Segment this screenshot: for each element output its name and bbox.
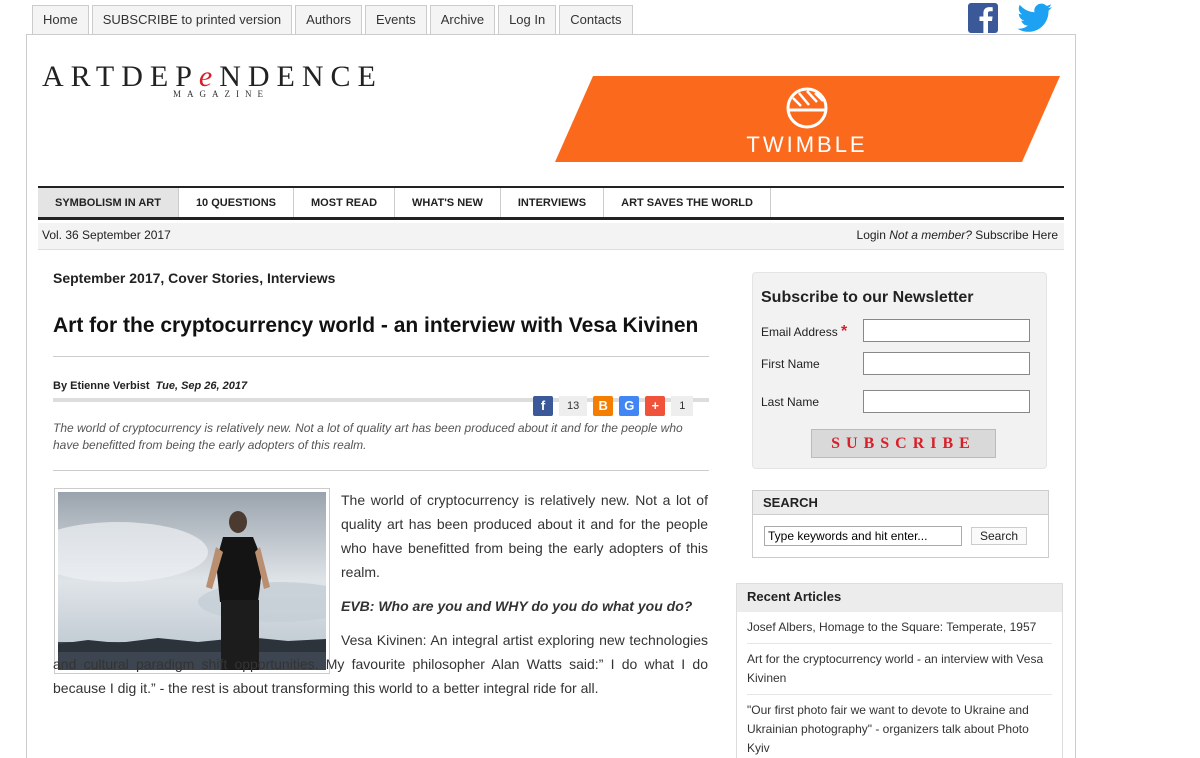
author[interactable]: By Etienne Verbist bbox=[53, 380, 150, 392]
tab-authors[interactable]: Authors bbox=[295, 5, 362, 35]
facebook-share-count: 13 bbox=[559, 396, 587, 416]
search-button[interactable]: Search bbox=[971, 527, 1027, 545]
newsletter-title: Subscribe to our Newsletter bbox=[761, 289, 974, 306]
required-marker: * bbox=[841, 323, 848, 340]
divider bbox=[53, 470, 709, 471]
subscribe-button[interactable]: SUBSCRIBE bbox=[811, 429, 996, 458]
body-paragraph-2: Vesa Kivinen: An integral artist exploring new technologies and cultural paradigm shift opportunities. My favourite philosopher Alan Watts said:” I do what I do because I dig it.” - the rest is about transforming this world to a better integral ride for all. bbox=[53, 632, 708, 696]
share-plus-icon[interactable]: + bbox=[645, 396, 665, 416]
tab-contacts[interactable]: Contacts bbox=[559, 5, 632, 35]
tab-events[interactable]: Events bbox=[365, 5, 427, 35]
divider bbox=[53, 356, 709, 357]
first-name-field[interactable] bbox=[863, 352, 1030, 375]
search-input[interactable] bbox=[764, 526, 962, 546]
last-name-label: Last Name bbox=[761, 395, 820, 409]
article-body bbox=[53, 488, 708, 710]
nav-art-saves-the-world[interactable]: ART SAVES THE WORLD bbox=[604, 188, 771, 217]
interview-question: EVB: Who are you and WHY do you do what you do? bbox=[341, 598, 693, 614]
tab-subscribe-printed[interactable]: SUBSCRIBE to printed version bbox=[92, 5, 292, 35]
article-categories[interactable]: September 2017, Cover Stories, Interviews bbox=[53, 270, 336, 286]
share-facebook-icon[interactable]: f bbox=[533, 396, 553, 416]
logo-subtitle: MAGAZINE bbox=[173, 89, 269, 99]
article-byline bbox=[53, 380, 247, 392]
article-title: Art for the cryptocurrency world - an interview with Vesa Kivinen bbox=[53, 314, 699, 337]
login-link[interactable]: Login bbox=[856, 228, 886, 242]
recent-articles bbox=[736, 583, 1063, 758]
body-paragraph-1: The world of cryptocurrency is relatively new. Not a lot of quality art has been produced about it and for the people who have benefitted from being the early adopters of this realm. bbox=[341, 492, 708, 580]
not-member-text: Not a member? bbox=[889, 228, 972, 242]
search-widget bbox=[752, 490, 1049, 558]
email-label: Email Address * bbox=[761, 323, 848, 340]
newsletter-box bbox=[752, 272, 1047, 469]
article-excerpt: The world of cryptocurrency is relatively new. Not a lot of quality art has been produced about it and for the people who have benefitted from being the early adopters of this realm. bbox=[53, 421, 683, 452]
publish-date: Tue, Sep 26, 2017 bbox=[155, 380, 248, 392]
nav-whats-new[interactable]: WHAT'S NEW bbox=[395, 188, 501, 217]
email-field[interactable] bbox=[863, 319, 1030, 342]
issue-bar bbox=[38, 223, 1064, 250]
tab-archive[interactable]: Archive bbox=[430, 5, 495, 35]
tab-home[interactable]: Home bbox=[32, 5, 89, 35]
last-name-field[interactable] bbox=[863, 390, 1030, 413]
recent-article-link[interactable]: "Our first photo fair we want to devote to Ukraine and Ukrainian photography" - organizers talk about Photo Kyiv bbox=[747, 703, 1029, 755]
main-nav bbox=[38, 186, 1064, 220]
first-name-label: First Name bbox=[761, 357, 820, 371]
recent-article-link[interactable]: Art for the cryptocurrency world - an interview with Vesa Kivinen bbox=[747, 644, 1052, 695]
site-logo[interactable]: ARTDEPeNDENCE bbox=[42, 60, 383, 93]
share-google-icon[interactable]: G bbox=[619, 396, 639, 416]
nav-10-questions[interactable]: 10 QUESTIONS bbox=[179, 188, 294, 217]
facebook-icon[interactable] bbox=[968, 3, 998, 33]
top-tabs bbox=[32, 5, 636, 35]
nav-interviews[interactable]: INTERVIEWS bbox=[501, 188, 604, 217]
share-blogger-icon[interactable]: B bbox=[593, 396, 613, 416]
nav-most-read[interactable]: MOST READ bbox=[294, 188, 395, 217]
plus-share-count: 1 bbox=[671, 396, 693, 416]
issue-label: Vol. 36 September 2017 bbox=[42, 228, 171, 242]
subscribe-here-link[interactable]: Subscribe Here bbox=[975, 228, 1058, 242]
search-heading: SEARCH bbox=[753, 491, 1048, 515]
recent-heading: Recent Articles bbox=[737, 584, 1062, 612]
recent-article-link[interactable]: Josef Albers, Homage to the Square: Temperate, 1957 bbox=[747, 612, 1052, 644]
tab-login[interactable]: Log In bbox=[498, 5, 556, 35]
share-bar bbox=[533, 396, 699, 416]
login-links bbox=[857, 223, 1058, 247]
banner-text: TWIMBLE bbox=[746, 132, 868, 157]
ad-banner[interactable] bbox=[555, 76, 1060, 162]
twitter-icon[interactable] bbox=[1017, 3, 1053, 33]
nav-symbolism-in-art[interactable]: SYMBOLISM IN ART bbox=[38, 188, 179, 217]
